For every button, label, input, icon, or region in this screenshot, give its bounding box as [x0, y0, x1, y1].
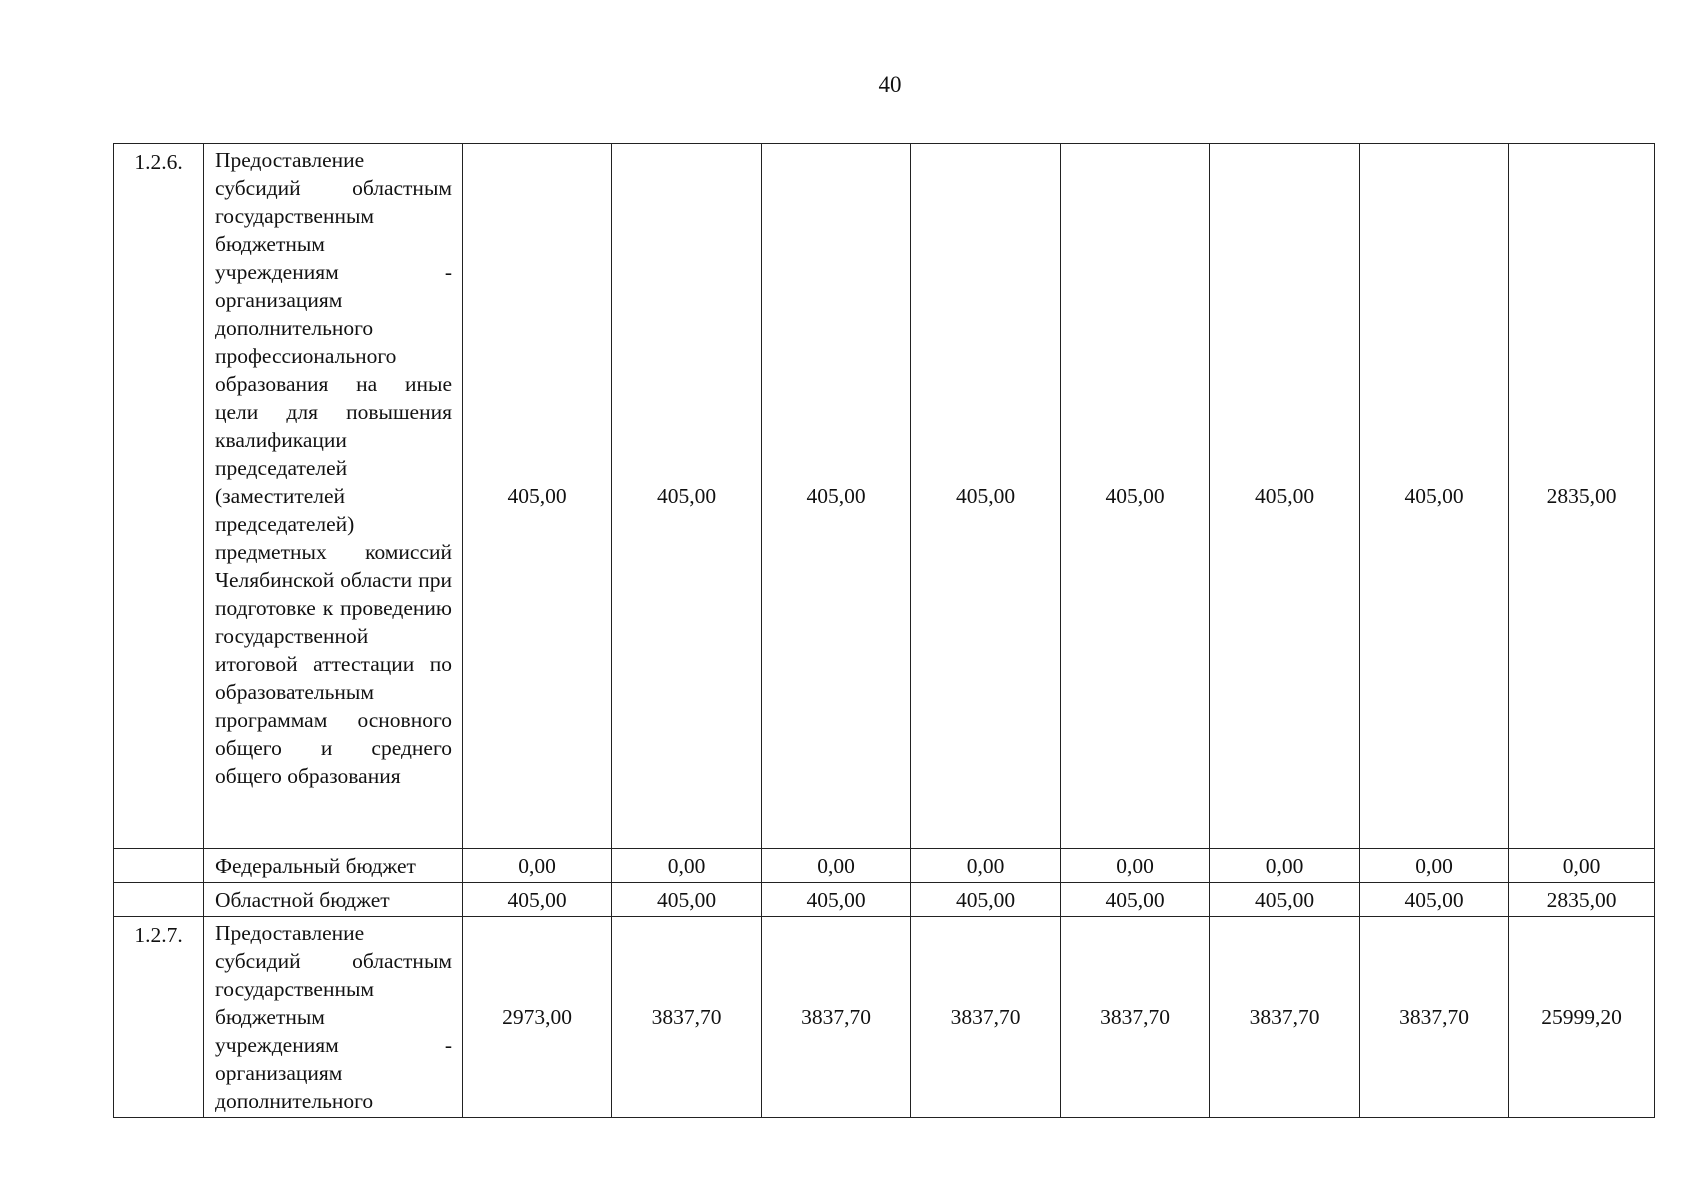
value-cell: 0,00 [612, 849, 762, 883]
page-number: 40 [878, 72, 902, 97]
value-cell: 3837,70 [1061, 917, 1210, 1118]
table-row [114, 144, 1655, 849]
row-description: Предоставление субсидий областным государственным бюджетным учреждениям - организациям дополнительного [204, 917, 463, 1118]
value-cell: 2973,00 [463, 917, 612, 1118]
value-cell: 405,00 [612, 883, 762, 917]
total-cell: 2835,00 [1509, 883, 1655, 917]
row-description: Федеральный бюджет [204, 849, 463, 883]
row-description: Областной бюджет [204, 883, 463, 917]
value-cell: 405,00 [762, 883, 911, 917]
value-cell: 405,00 [1061, 883, 1210, 917]
value-cell: 0,00 [911, 849, 1061, 883]
value-cell: 405,00 [1360, 144, 1509, 849]
value-cell: 3837,70 [762, 917, 911, 1118]
value-cell: 405,00 [1360, 883, 1509, 917]
total-cell: 0,00 [1509, 849, 1655, 883]
table-row [114, 917, 1655, 1118]
row-number [114, 849, 204, 883]
table-row [114, 883, 1655, 917]
table-row [114, 849, 1655, 883]
value-cell: 405,00 [1061, 144, 1210, 849]
value-cell: 405,00 [762, 144, 911, 849]
value-cell: 405,00 [612, 144, 762, 849]
total-cell: 25999,20 [1509, 917, 1655, 1118]
value-cell: 3837,70 [1360, 917, 1509, 1118]
value-cell: 405,00 [463, 883, 612, 917]
total-cell: 2835,00 [1509, 144, 1655, 849]
value-cell: 0,00 [1360, 849, 1509, 883]
value-cell: 405,00 [911, 883, 1061, 917]
row-number: 1.2.7. [114, 917, 204, 1118]
value-cell: 3837,70 [911, 917, 1061, 1118]
value-cell: 0,00 [463, 849, 612, 883]
value-cell: 405,00 [1210, 144, 1360, 849]
value-cell: 0,00 [1061, 849, 1210, 883]
value-cell: 405,00 [463, 144, 612, 849]
value-cell: 0,00 [762, 849, 911, 883]
row-description: Предоставление субсидий областным государственным бюджетным учреждениям - организациям дополнительного профессионального образования на иные цели для повышения квалификации председателей (заместителей председателей) предметных комиссий Челябинской области при подготовке к проведению государственной итоговой аттестации по образовательным программам основного общего и среднего общего образования [204, 144, 463, 849]
value-cell: 3837,70 [612, 917, 762, 1118]
row-number: 1.2.6. [114, 144, 204, 849]
budget-table [113, 143, 1655, 1118]
row-number [114, 883, 204, 917]
value-cell: 0,00 [1210, 849, 1360, 883]
value-cell: 405,00 [911, 144, 1061, 849]
value-cell: 405,00 [1210, 883, 1360, 917]
value-cell: 3837,70 [1210, 917, 1360, 1118]
